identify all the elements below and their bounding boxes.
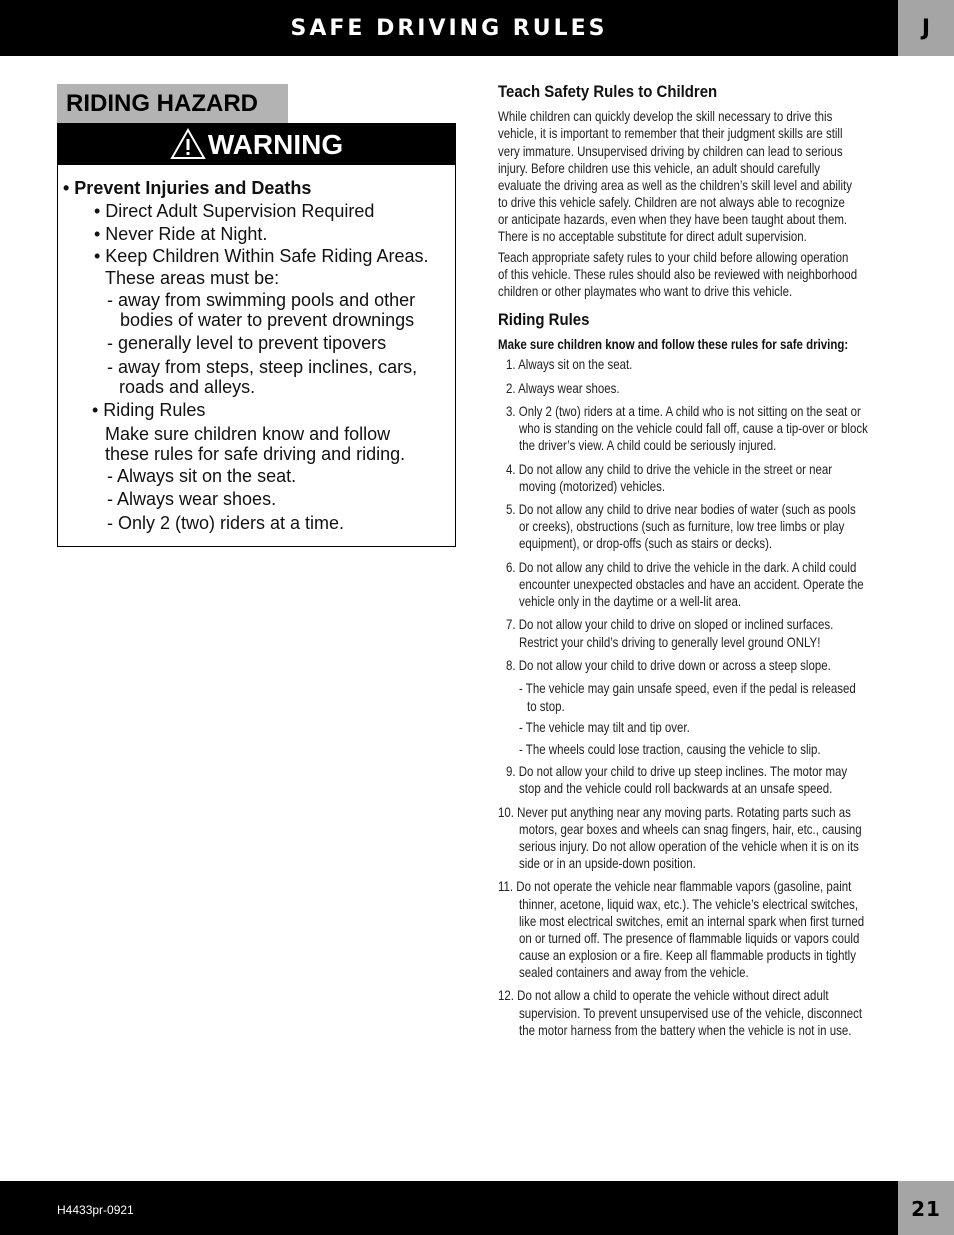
page-title: SAFE DRIVING RULES — [290, 16, 608, 41]
rule-line: the motor harness from the battery when the vehicle is not in use. — [519, 1022, 852, 1038]
hazard-line: • Riding Rules — [92, 400, 206, 420]
riding-hazard-heading: RIDING HAZARD — [57, 84, 288, 123]
hazard-line: - Always sit on the seat. — [107, 466, 297, 486]
page-footer — [0, 1181, 954, 1235]
rule-line: 2. Always wear shoes. — [506, 380, 620, 396]
rule-line: 12. Do not allow a child to operate the vehicle without direct adult — [498, 987, 829, 1003]
rule-line: 3. Only 2 (two) riders at a time. A child who is not sitting on the seat or — [506, 403, 861, 419]
hazard-line: these rules for safe driving and riding. — [105, 444, 406, 464]
rule-line: 4. Do not allow any child to drive the vehicle in the street or near — [506, 461, 833, 477]
rule-line: encounter unexpected obstacles and have an accident. Operate the — [519, 576, 864, 592]
teach-line: While children can quickly develop the skill necessary to drive this — [498, 108, 833, 124]
hazard-line: • Prevent Injuries and Deaths — [63, 178, 312, 198]
hazard-line: - away from swimming pools and other — [107, 290, 416, 310]
riding-rules-heading: Riding Rules — [498, 310, 590, 329]
document-code: H4433pr-0921 — [57, 1203, 134, 1217]
hazard-line: - Only 2 (two) riders at a time. — [107, 513, 345, 533]
rule-line: moving (motorized) vehicles. — [519, 478, 666, 494]
teach-line: to drive this vehicle safely. Children are not always able to recognize — [498, 194, 845, 210]
teach-line: children or other playmates who want to drive this vehicle. — [498, 283, 793, 299]
rule-line: sealed containers and away from the vehicle. — [519, 964, 749, 980]
rule-line: who is standing on the vehicle could fall off, cause a tip-over or block — [519, 420, 868, 436]
rule-line: to stop. — [527, 698, 565, 714]
rule-line: 10. Never put anything near any moving parts. Rotating parts such as — [498, 804, 851, 820]
rule-line: 9. Do not allow your child to drive up steep inclines. The motor may — [506, 763, 848, 779]
rule-line: or creeks), obstructions (such as furniture, low tree limbs or play — [519, 518, 845, 534]
hazard-line: - away from steps, steep inclines, cars, — [107, 357, 418, 377]
teach-line: very immature. Unsupervised driving by children can lead to serious — [498, 143, 843, 159]
teach-line: or anticipate hazards, even when they have been taught about them. — [498, 211, 848, 227]
teach-line: of this vehicle. These rules should also be reviewed with neighborhood — [498, 266, 858, 282]
rule-line: 5. Do not allow any child to drive near bodies of water (such as pools — [506, 501, 856, 517]
rule-line: vehicle only in the daytime or a well-lit area. — [519, 593, 742, 609]
rule-line: - The vehicle may tilt and tip over. — [519, 719, 690, 735]
rule-line: cause an explosion or a fire. Keep all flammable products in tightly — [519, 947, 856, 963]
rule-line: 8. Do not allow your child to drive down or across a steep slope. — [506, 657, 831, 673]
rule-line: on or turned off. The presence of flammable liquids or vapors could — [519, 930, 860, 946]
rule-line: - The wheels could lose traction, causing the vehicle to slip. — [519, 741, 821, 757]
rule-line: 6. Do not allow any child to drive the vehicle in the dark. A child could — [506, 559, 857, 575]
rule-line: side or in an upside-down position. — [519, 855, 696, 871]
hazard-line: • Direct Adult Supervision Required — [94, 201, 375, 221]
rule-line: thinner, acetone, liquid wax, etc.). The vehicle’s electrical switches, — [519, 896, 859, 912]
rule-line: - The vehicle may gain unsafe speed, even if the pedal is released — [519, 680, 856, 696]
hazard-line: roads and alleys. — [119, 377, 256, 397]
page-number: 21 — [898, 1181, 954, 1235]
rules-intro: Make sure children know and follow these rules for safe driving: — [498, 336, 849, 352]
rule-line: 1. Always sit on the seat. — [506, 356, 633, 372]
rule-line: equipment), or drop-offs (such as stairs or decks). — [519, 535, 773, 551]
rule-line: supervision. To prevent unsupervised use of the vehicle, disconnect — [519, 1005, 863, 1021]
warning-triangle-icon — [170, 128, 206, 160]
rule-line: motors, gear boxes and wheels can snag fingers, hair, etc., causing — [519, 821, 862, 837]
hazard-line: These areas must be: — [105, 268, 280, 288]
hazard-line: - generally level to prevent tipovers — [107, 333, 387, 353]
hazard-line: • Keep Children Within Safe Riding Areas. — [94, 246, 429, 266]
teach-line: There is no acceptable substitute for direct adult supervision. — [498, 228, 807, 244]
warning-label: WARNING — [207, 129, 344, 160]
teach-heading: Teach Safety Rules to Children — [498, 82, 718, 101]
rule-line: the driver’s view. A child could be seriously injured. — [519, 437, 777, 453]
rule-line: 11. Do not operate the vehicle near flammable vapors (gasoline, paint — [498, 878, 852, 894]
hazard-line: bodies of water to prevent drownings — [120, 310, 415, 330]
teach-line: Teach appropriate safety rules to your child before allowing operation — [498, 249, 849, 265]
section-tab: J — [898, 0, 954, 56]
hazard-line: - Always wear shoes. — [107, 489, 277, 509]
rule-line: 7. Do not allow your child to drive on sloped or inclined surfaces. — [506, 616, 834, 632]
rule-line: stop and the vehicle could roll backwards at an unsafe speed. — [519, 780, 833, 796]
teach-line: vehicle, it is important to remember that their judgment skills are still — [498, 125, 843, 141]
rule-line: like most electrical switches, emit an internal spark when first turned — [519, 913, 865, 929]
teach-line: evaluate the driving area as well as the children’s skill level and ability — [498, 177, 852, 193]
teach-line: injury. Before children use this vehicle, an adult should carefully — [498, 160, 821, 176]
rule-line: Restrict your child’s driving to generally level ground ONLY! — [519, 634, 821, 650]
hazard-line: • Never Ride at Night. — [94, 224, 268, 244]
warning-banner — [58, 124, 455, 165]
rule-line: serious injury. Do not allow operation of the vehicle when it is on its — [519, 838, 859, 854]
hazard-line: Make sure children know and follow — [105, 424, 391, 444]
